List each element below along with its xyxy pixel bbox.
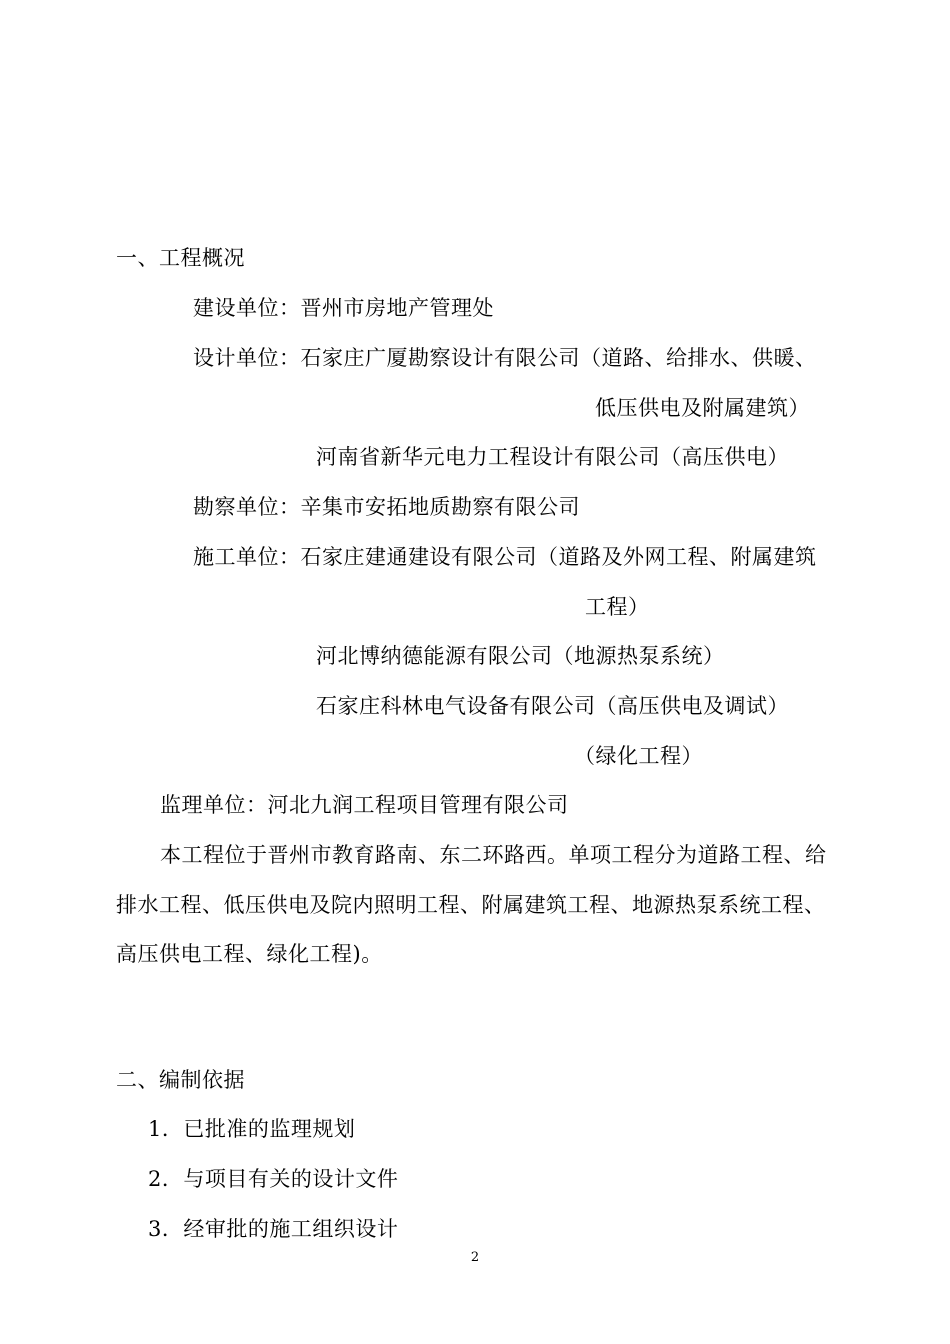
build-unit-line-3: 河北博纳德能源有限公司（地源热泵系统）	[316, 644, 725, 668]
construction-unit: 建设单位：晋州市房地产管理处	[193, 296, 494, 320]
build-unit-line-4: 石家庄科林电气设备有限公司（高压供电及调试）	[316, 694, 789, 718]
basis-item-1: 1．已批准的监理规划	[148, 1117, 356, 1141]
survey-unit: 勘察单位：辛集市安拓地质勘察有限公司	[193, 495, 580, 519]
project-description-line-2: 排水工程、低压供电及院内照明工程、附属建筑工程、地源热泵系统工程、	[116, 893, 826, 917]
design-unit-line-1: 设计单位：石家庄广厦勘察设计有限公司（道路、给排水、供暖、	[193, 346, 817, 370]
build-unit-line-2: 工程）	[585, 595, 650, 619]
page-number: 2	[470, 1250, 480, 1265]
project-description-line-3: 高压供电工程、绿化工程)。	[116, 942, 383, 966]
design-unit-line-3: 河南省新华元电力工程设计有限公司（高压供电）	[316, 445, 789, 469]
project-description-line-1: 本工程位于晋州市教育路南、东二环路西。单项工程分为道路工程、给	[160, 843, 827, 867]
build-unit-line-5: （绿化工程）	[574, 744, 703, 768]
section-one-heading: 一、工程概况	[116, 246, 245, 270]
design-unit-line-2: 低压供电及附属建筑）	[595, 396, 810, 420]
build-unit-line-1: 施工单位：石家庄建通建设有限公司（道路及外网工程、附属建筑	[193, 545, 817, 569]
basis-item-2: 2．与项目有关的设计文件	[148, 1167, 399, 1191]
supervision-unit: 监理单位：河北九润工程项目管理有限公司	[160, 793, 569, 817]
section-two-heading: 二、编制依据	[116, 1068, 245, 1092]
basis-item-3: 3．经审批的施工组织设计	[148, 1217, 399, 1241]
